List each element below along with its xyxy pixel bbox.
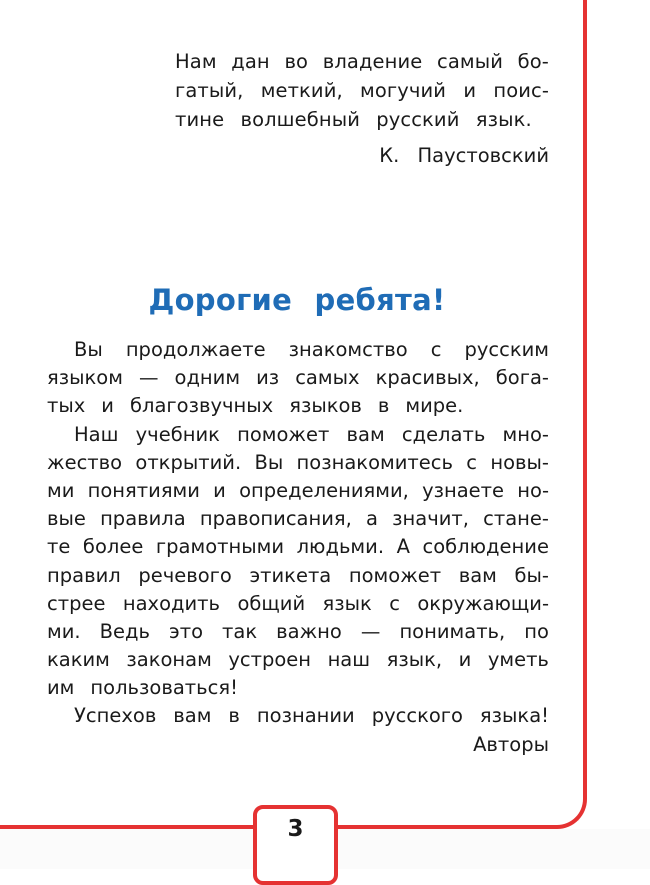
word: важно: [276, 619, 342, 643]
word: одним: [174, 366, 241, 390]
word: языка!: [479, 704, 549, 728]
word: законам: [126, 648, 212, 672]
word: А: [396, 535, 410, 559]
word: языком: [47, 366, 123, 390]
word: Нам: [175, 50, 217, 73]
word: самый: [437, 50, 503, 73]
word: язык: [322, 591, 372, 615]
word: и: [213, 478, 226, 502]
epigraph-line: [175, 76, 549, 105]
text-line: [47, 618, 549, 646]
text-line: [47, 562, 549, 590]
word: те: [47, 535, 71, 559]
text-line: [47, 421, 549, 449]
word: тых: [47, 394, 86, 418]
word: поможет: [348, 563, 442, 587]
word: открытий.: [135, 450, 242, 474]
word: меткий,: [260, 79, 343, 102]
word: каким: [47, 648, 110, 672]
text-line: [47, 336, 549, 364]
text-line: [47, 392, 549, 420]
text-line: [47, 674, 549, 702]
text-line: [47, 364, 549, 392]
word: русского: [371, 704, 463, 728]
word: —: [360, 619, 381, 643]
word: правописания,: [199, 507, 352, 531]
word: а: [366, 507, 378, 531]
word: определениями,: [239, 478, 409, 502]
word: из: [256, 366, 280, 390]
word: более: [82, 535, 144, 559]
word: знакомство: [288, 338, 408, 361]
text-line: [47, 449, 549, 477]
word: Ведь: [99, 619, 150, 643]
page-heading: Дорогие ребята!: [148, 283, 446, 317]
word: общий: [237, 591, 306, 615]
word: сделать: [401, 422, 486, 446]
word: узнаете: [422, 478, 505, 502]
word: уметь: [487, 648, 549, 672]
word: грамотными: [155, 535, 285, 559]
page-number: 3: [287, 816, 304, 842]
word: правил: [47, 563, 121, 587]
word: бога-: [495, 366, 549, 390]
text-line: [47, 590, 549, 618]
word: вам: [346, 422, 385, 446]
word: язык.: [475, 108, 532, 131]
word: в: [377, 394, 390, 418]
word: русским: [464, 338, 549, 361]
word: с: [466, 450, 478, 474]
text-line: [47, 477, 549, 505]
word: познании: [256, 704, 355, 728]
word: жество: [47, 450, 123, 474]
epigraph-author: К. Паустовский: [379, 144, 549, 167]
word: этикета: [249, 563, 332, 587]
word: ми.: [47, 619, 81, 643]
word: Вы: [254, 450, 284, 474]
word: по: [524, 619, 549, 643]
word: учебник: [135, 422, 220, 446]
word: красивых,: [375, 366, 480, 390]
word: соблюдение: [422, 535, 549, 559]
epigraph-line: [175, 47, 549, 76]
word: это: [169, 619, 204, 643]
word: и: [101, 394, 114, 418]
word: устроен: [228, 648, 312, 672]
text-line: [47, 505, 549, 533]
word: благозвучных: [129, 394, 274, 418]
word: правила: [100, 507, 186, 531]
word: гатый,: [175, 79, 244, 102]
word: так: [222, 619, 258, 643]
word: поможет: [237, 422, 330, 446]
word: находить: [122, 591, 221, 615]
word: познакомитесь: [296, 450, 453, 474]
text-line: [47, 646, 549, 674]
word: понимать,: [399, 619, 506, 643]
word: —: [138, 366, 159, 390]
word: в: [228, 704, 240, 728]
word: волшебный: [240, 108, 360, 131]
signature-line: [47, 731, 549, 759]
word: могучий: [360, 79, 447, 102]
word: и: [458, 648, 472, 672]
word: и: [463, 79, 477, 102]
word: языков: [289, 394, 362, 418]
word: язык,: [386, 648, 443, 672]
word: стане-: [483, 507, 549, 531]
word: Успехов: [74, 704, 157, 728]
text-line: [47, 702, 549, 730]
body-text: [47, 336, 549, 759]
word: мно-: [502, 422, 549, 446]
word: вам: [173, 704, 212, 728]
word: наш: [327, 648, 371, 672]
text-line: [47, 533, 549, 561]
word: речевого: [138, 563, 232, 587]
word: понятиями: [87, 478, 200, 502]
word: стрее: [47, 591, 106, 615]
word: бы-: [514, 563, 549, 587]
word: Авторы: [473, 732, 549, 756]
word: Вы: [74, 338, 103, 361]
word: самых: [295, 366, 360, 390]
word: новы-: [490, 450, 549, 474]
word: дан: [231, 50, 270, 73]
word: продолжаете: [125, 338, 266, 361]
word: бо-: [517, 50, 549, 73]
word: значит,: [392, 507, 469, 531]
word: с: [389, 591, 400, 615]
word: вые: [47, 507, 86, 531]
word: но-: [517, 478, 549, 502]
word: окружающи-: [417, 591, 549, 615]
word: с: [430, 338, 442, 361]
word: Наш: [74, 422, 119, 446]
word: владение: [322, 50, 423, 73]
word: русский: [376, 108, 460, 131]
word: тине: [175, 108, 225, 131]
word: ми: [47, 478, 75, 502]
page-number-tab: [253, 805, 338, 885]
word: во: [284, 50, 309, 73]
epigraph-line: [175, 105, 549, 134]
word: пользоваться!: [90, 676, 238, 700]
word: вам: [458, 563, 497, 587]
word: им: [47, 676, 75, 700]
word: поис-: [493, 79, 549, 102]
word: людьми.: [296, 535, 385, 559]
epigraph: [175, 47, 549, 134]
word: мире.: [405, 394, 464, 418]
